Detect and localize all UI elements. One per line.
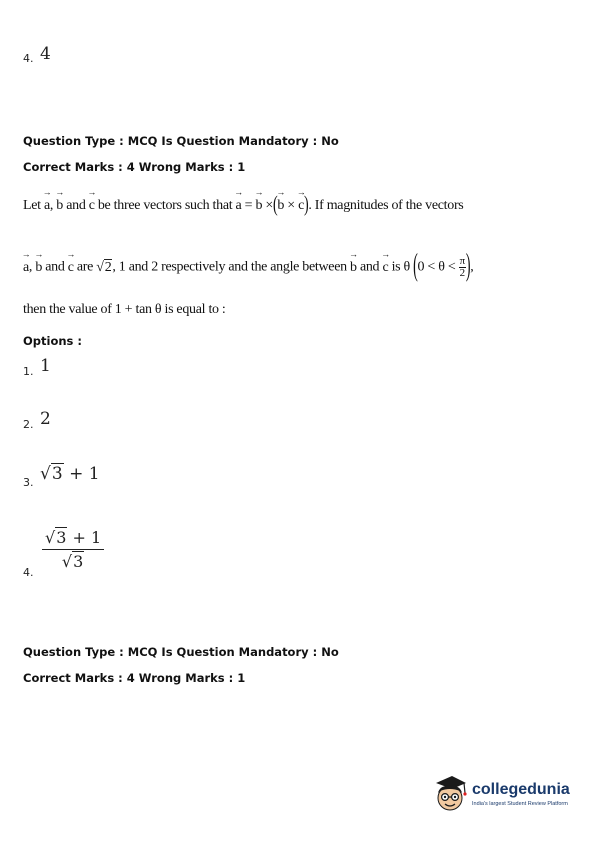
- marks-header: Correct Marks : 4 Wrong Marks : 1: [23, 160, 246, 174]
- option-4-value[interactable]: [42, 528, 104, 571]
- open-paren-2: (: [413, 249, 418, 284]
- vector-a-3: → a: [23, 260, 29, 276]
- option-4-numerator: [42, 528, 104, 550]
- cross-2: ×: [287, 198, 295, 213]
- close-paren-2: ): [465, 249, 471, 284]
- option-1-value[interactable]: 1: [40, 356, 51, 376]
- logo-brand: collegedunia: [472, 780, 570, 798]
- pi-numerator: π: [459, 255, 465, 267]
- option-4-plus-one: + 1: [72, 528, 102, 547]
- and-text-2: and: [45, 259, 65, 275]
- close-paren: ): [304, 193, 309, 218]
- vector-b-5: → b: [350, 260, 357, 276]
- equals-sign: =: [244, 198, 253, 213]
- pi-over-2: [459, 256, 466, 279]
- vector-b-2: → b: [255, 198, 262, 214]
- option-3-number: 3.: [23, 476, 34, 489]
- are-text: are: [76, 259, 94, 275]
- vector-c-3: → c: [68, 260, 74, 276]
- prev-option-4-value: 4: [40, 44, 51, 64]
- option-3-plus-one: + 1: [69, 464, 100, 484]
- option-4-number: 4.: [23, 566, 34, 579]
- logo-text-block: [472, 782, 570, 807]
- is-theta-text: is θ: [391, 259, 410, 275]
- vector-b-4: → b: [35, 260, 42, 276]
- option-4-denominator: [62, 550, 84, 571]
- if-magnitudes-text: . If magnitudes of the vectors: [308, 198, 464, 213]
- sqrt-2-radicand: 2: [104, 259, 112, 275]
- cross-1: ×: [265, 198, 273, 213]
- sqrt-3-num-radicand: 3: [56, 528, 67, 547]
- pi-denominator: 2: [459, 267, 465, 279]
- and-text-3: and: [359, 259, 380, 275]
- question-type-header: Question Type : MCQ Is Question Mandatory : No: [23, 134, 339, 148]
- mascot-icon: [430, 773, 470, 815]
- options-label: Options :: [23, 334, 82, 348]
- sqrt-2: √2: [96, 259, 112, 275]
- prev-option-4-number: 4.: [23, 52, 34, 65]
- let-text: Let: [23, 198, 41, 213]
- option-3-value[interactable]: [40, 464, 100, 484]
- option-2-value[interactable]: 2: [40, 409, 51, 429]
- sqrt-3-radicand: 3: [51, 464, 63, 484]
- vector-c: → c: [89, 198, 95, 214]
- option-2-number: 2.: [23, 418, 34, 431]
- vector-b: → b: [56, 198, 63, 214]
- vector-c-4: → c: [382, 260, 388, 276]
- and-text: and: [66, 198, 86, 213]
- collegedunia-logo: [430, 773, 570, 815]
- next-question-type-header: Question Type : MCQ Is Question Mandatory : No: [23, 645, 339, 659]
- sqrt-3: √3: [40, 464, 63, 484]
- next-marks-header: Correct Marks : 4 Wrong Marks : 1: [23, 671, 246, 685]
- question-line-3: then the value of 1 + tan θ is equal to :: [23, 302, 226, 317]
- sqrt-3-num: √3: [45, 528, 67, 547]
- question-line-1: Let → a, → b and → c be three vectors such that → a = → b ×(→ b × → c). If magnitudes of the vectors: [23, 198, 463, 214]
- magnitudes-rest-text: , 1 and 2 respectively and the angle between: [112, 259, 347, 275]
- option-1-number: 1.: [23, 365, 34, 378]
- vector-b-3: → b: [277, 198, 284, 214]
- sqrt-3-den: √3: [61, 552, 84, 571]
- logo-tagline: India's largest Student Review Platform: [472, 800, 568, 807]
- range-text: 0 < θ <: [417, 259, 456, 275]
- vector-a: → a: [44, 198, 50, 214]
- vector-c-2: → c: [298, 198, 304, 214]
- sqrt-3-den-radicand: 3: [73, 552, 84, 571]
- question-line-2: → a, → b and → c are √2, 1 and 2 respectively and the angle between → b and → c is θ (0 < θ < $\frac{\pi}{2}$ ),: [23, 256, 473, 279]
- vector-a-2: → a: [236, 198, 242, 214]
- be-three-text: be three vectors such that: [97, 198, 233, 213]
- open-paren: (: [273, 193, 278, 218]
